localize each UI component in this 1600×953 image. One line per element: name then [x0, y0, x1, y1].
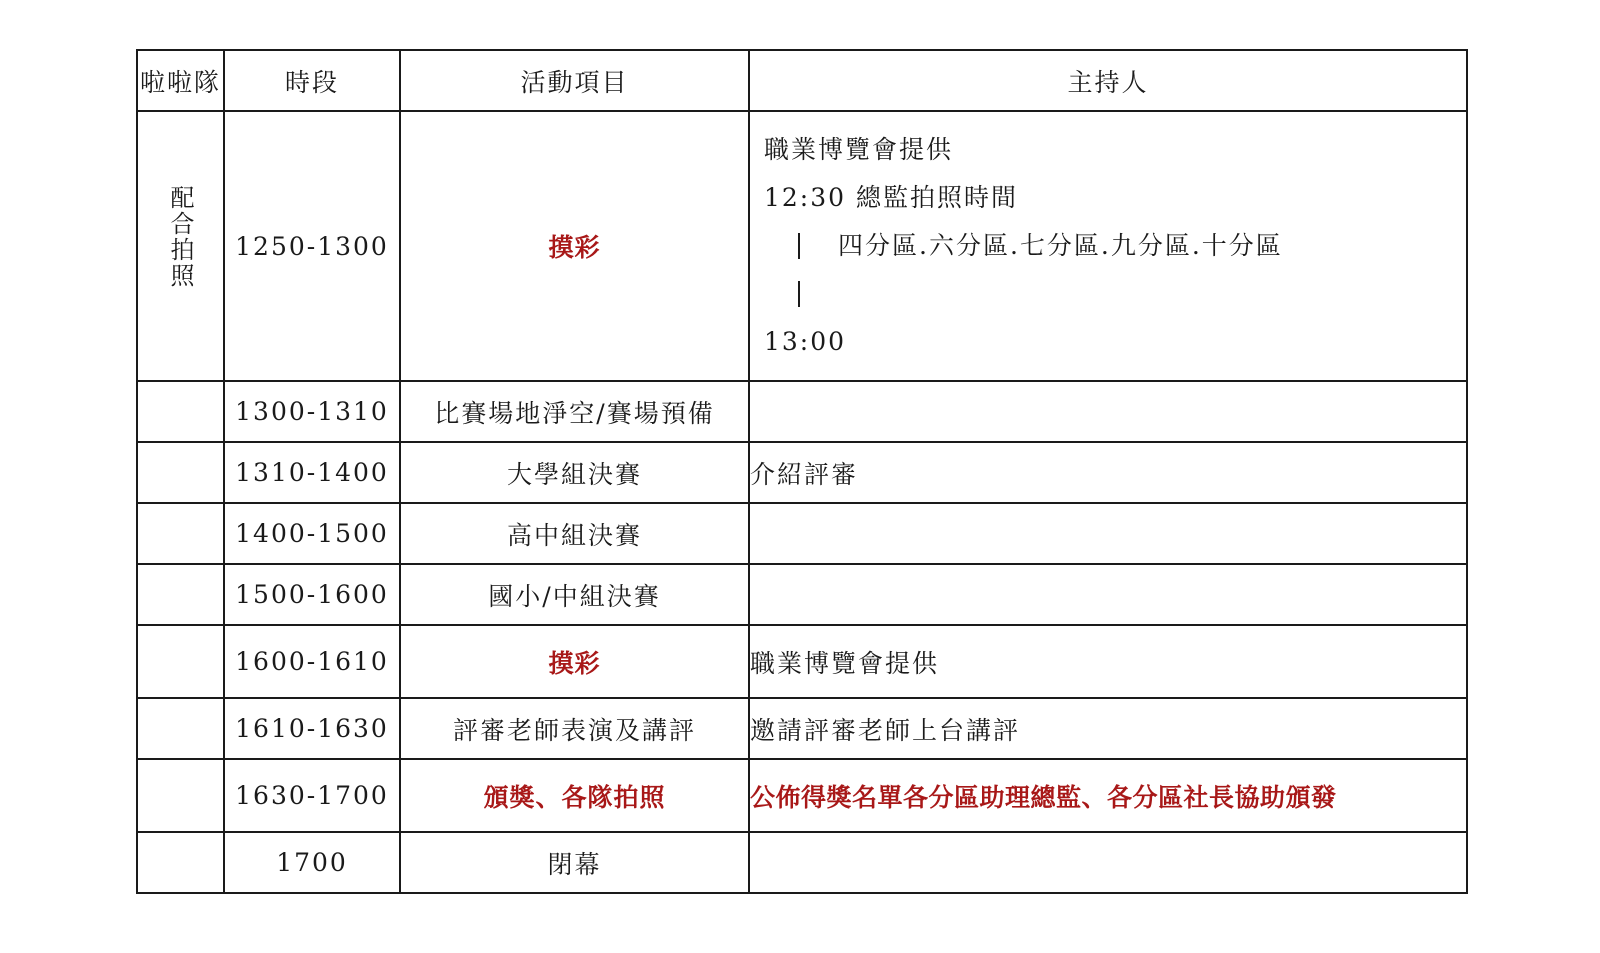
cheer-cell	[137, 503, 224, 564]
schedule-table	[136, 49, 1468, 894]
time-cell: 1630-1700	[224, 759, 400, 832]
time-cell: 1500-1600	[224, 564, 400, 625]
time-cell: 1250-1300	[224, 111, 400, 381]
host-cell	[749, 111, 1467, 381]
activity-cell	[400, 625, 749, 698]
time-cell: 1600-1610	[224, 625, 400, 698]
winners-announcement: 公佈得獎名單各分區助理總監、各分區社長協助頒發	[750, 782, 1337, 812]
activity-lottery: 摸彩	[548, 233, 601, 262]
cheer-cell	[137, 832, 224, 893]
cheer-cell	[137, 625, 224, 698]
cheer-note: 配合拍照	[166, 185, 194, 289]
cheer-cell	[137, 442, 224, 503]
time-cell: 1400-1500	[224, 503, 400, 564]
table-row	[137, 698, 1467, 759]
activity-awards: 頒獎、各隊拍照	[483, 782, 666, 812]
host-cell	[749, 564, 1467, 625]
host-line-connector	[764, 270, 1466, 318]
cheer-cell	[137, 111, 224, 381]
table-row	[137, 381, 1467, 442]
cheer-cell	[137, 381, 224, 442]
timeline-bar	[798, 281, 800, 307]
host-line-districts	[764, 222, 1466, 270]
activity-cell: 大學組決賽	[400, 442, 749, 503]
table-row	[137, 503, 1467, 564]
activity-cell: 高中組決賽	[400, 503, 749, 564]
host-line: 12:30 總監拍照時間	[764, 183, 1018, 212]
activity-cell: 評審老師表演及講評	[400, 698, 749, 759]
timeline-bar	[798, 233, 800, 259]
time-cell: 1310-1400	[224, 442, 400, 503]
host-cell	[749, 381, 1467, 442]
activity-cell	[400, 111, 749, 381]
time-cell: 1300-1310	[224, 381, 400, 442]
table-row	[137, 625, 1467, 698]
table-row	[137, 564, 1467, 625]
host-line: 職業博覽會提供	[764, 135, 954, 164]
activity-cell: 閉幕	[400, 832, 749, 893]
host-cell	[749, 503, 1467, 564]
header-host: 主持人	[749, 50, 1467, 111]
table-row	[137, 759, 1467, 832]
table-row	[137, 111, 1467, 381]
header-cheer-squad: 啦啦隊	[137, 50, 224, 111]
table-row	[137, 442, 1467, 503]
cheer-cell	[137, 759, 224, 832]
host-cell	[749, 759, 1467, 832]
host-cell: 介紹評審	[749, 442, 1467, 503]
header-row	[137, 50, 1467, 111]
districts-text: 四分區.六分區.七分區.九分區.十分區	[838, 231, 1283, 260]
activity-cell: 比賽場地淨空/賽場預備	[400, 381, 749, 442]
time-cell: 1700	[224, 832, 400, 893]
activity-lottery: 摸彩	[548, 648, 601, 678]
host-cell: 邀請評審老師上台講評	[749, 698, 1467, 759]
table-row	[137, 832, 1467, 893]
activity-cell	[400, 759, 749, 832]
host-line: 13:00	[764, 327, 847, 356]
time-cell: 1610-1630	[224, 698, 400, 759]
activity-cell: 國小/中組決賽	[400, 564, 749, 625]
host-cell: 職業博覽會提供	[749, 625, 1467, 698]
header-activity: 活動項目	[400, 50, 749, 111]
host-cell	[749, 832, 1467, 893]
header-time-slot: 時段	[224, 50, 400, 111]
cheer-cell	[137, 564, 224, 625]
cheer-cell	[137, 698, 224, 759]
